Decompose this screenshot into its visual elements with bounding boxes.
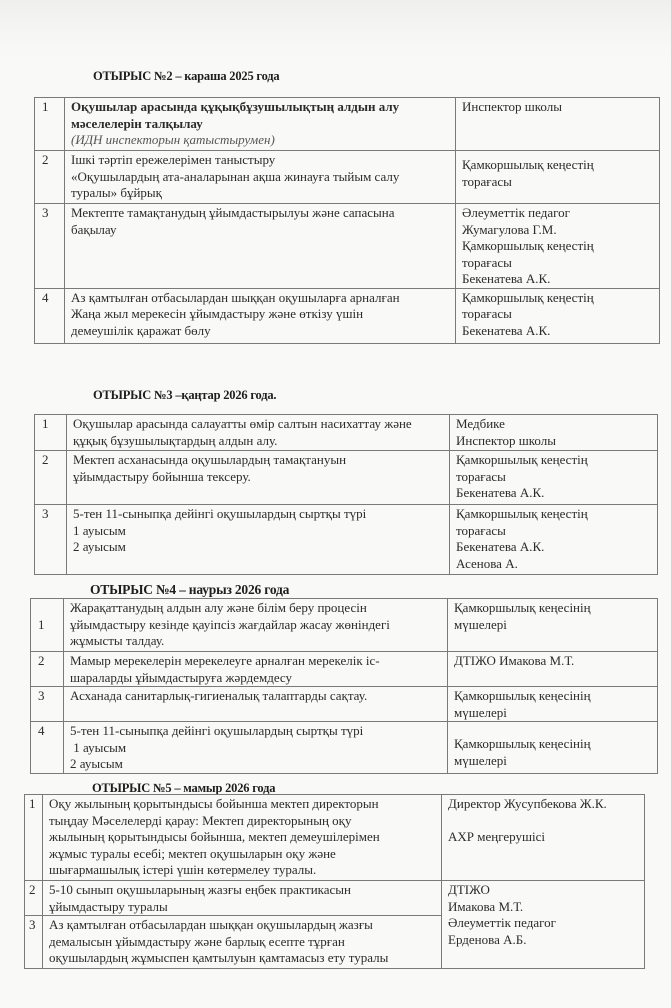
responsible-cell (442, 795, 645, 881)
responsible-line: Инспектор школы (456, 432, 556, 448)
topic-line: 5-тен 11-сыныпқа дейінгі оқушылардың сыртқы түрі (73, 506, 367, 521)
topic-line: тыңдау Мәселелерді қарау: Мектеп директорының оқу (49, 812, 352, 828)
row-number: 2 (35, 151, 65, 204)
topic-line: ұйымдастыру кезінде қауіпсіз жағдайлар жасау жөніндегі (70, 616, 390, 632)
topic-line: 5-10 сынып оқушыларының жазғы еңбек практикасын (49, 882, 352, 897)
topic-cell (43, 795, 442, 881)
row-number: 3 (25, 916, 43, 969)
session-3-title: ОТЫРЫС №3 –қаңтар 2026 года. (93, 388, 277, 402)
topic-line: оқушылардың жұмыспен қамтылуын қамтамасыз ету туралы (49, 950, 389, 965)
table-row (35, 204, 660, 289)
topic-cell (65, 98, 456, 151)
topic-line: 1 ауысым (73, 522, 126, 538)
topic-line: Жаңа жыл мерекесін ұйымдастыру және өткізу үшін (71, 306, 364, 321)
session-4-title: ОТЫРЫС №4 – наурыз 2026 года (90, 582, 290, 597)
table-row (35, 151, 660, 204)
responsible-line: Қамкоршылық кеңестің (456, 452, 588, 467)
responsible-line: Медбике (456, 416, 505, 431)
topic-line: демалысын ұйымдастыру және барлық есепте тұрған (49, 933, 345, 949)
topic-line: 2 ауысым (73, 539, 126, 554)
table-row (31, 599, 658, 652)
row-number: 2 (35, 451, 67, 505)
table-row (35, 505, 658, 575)
topic-line: мәселелерін талқылау (71, 115, 203, 131)
responsible-cell (450, 451, 658, 505)
table-row (35, 415, 658, 451)
responsible-cell (456, 288, 660, 343)
page-top-shadow (0, 0, 671, 60)
responsible-cell (448, 652, 658, 687)
responsible-line: торағасы (462, 173, 512, 189)
responsible-line: Қамкоршылық кеңестің (456, 506, 588, 521)
table-row (31, 722, 658, 774)
topic-line: Оқушылар арасында құқықбұзушылықтың алдын алу (71, 99, 400, 114)
responsible-line: Қамкоршылық кеңестің (462, 289, 594, 305)
topic-cell (64, 599, 448, 652)
table-row (35, 98, 660, 151)
session-4-table (30, 598, 658, 774)
topic-note: (ИДН инспекторын қатыстырумен) (71, 132, 275, 147)
topic-line: Жарақаттанудың алдын алу және білім беру процесін (70, 600, 367, 615)
topic-cell (43, 881, 442, 916)
topic-line: Ішкі тәртіп ережелерімен таныстыру (71, 152, 276, 167)
responsible-line: ДТІЖО (448, 882, 490, 897)
topic-cell (67, 415, 450, 451)
responsible-line: мүшелері (454, 616, 507, 632)
responsible-line: Қамкоршылық кеңестің (462, 157, 594, 172)
row-number: 2 (25, 881, 43, 916)
table-row (35, 451, 658, 505)
topic-line: Оқу жылының қорытындысы бойынша мектеп директорын (49, 796, 379, 811)
responsible-line: Асенова А. (456, 555, 518, 571)
responsible-line: Қамкоршылық кеңесінің (454, 736, 591, 751)
responsible-line: Қамкоршылық кеңесінің (454, 600, 591, 615)
responsible-line: мүшелері (454, 752, 507, 768)
topic-cell (67, 451, 450, 505)
responsible-cell (450, 415, 658, 451)
row-number: 1 (25, 795, 43, 881)
topic-cell (67, 505, 450, 575)
responsible-cell (456, 98, 660, 151)
topic-cell (65, 204, 456, 289)
responsible-line: Қамкоршылық кеңесінің (454, 688, 591, 703)
responsible-cell (456, 204, 660, 289)
row-number: 3 (31, 687, 64, 722)
topic-line: құқық бұзушылықтардың алдын алу. (73, 432, 278, 448)
topic-line: «Оқушылардың ата-аналарынан ақша жинауға тыйым салу (71, 168, 400, 184)
row-number: 2 (31, 652, 64, 687)
row-number: 1 (31, 599, 64, 652)
table-row (25, 881, 645, 916)
responsible-line: Жумагулова Г.М. (462, 221, 557, 237)
topic-line: 1 ауысым (70, 739, 127, 755)
row-number: 3 (35, 204, 65, 289)
responsible-cell (442, 881, 645, 969)
topic-line: бақылау (71, 221, 117, 237)
responsible-line: торағасы (462, 306, 512, 321)
topic-cell (64, 722, 448, 774)
responsible-line: Бекенатева А.К. (462, 322, 551, 338)
session-2-title: ОТЫРЫС №2 – караша 2025 года (93, 69, 280, 83)
session-5-title: ОТЫРЫС №5 – мамыр 2026 года (92, 781, 276, 795)
responsible-line: Ерденова А.Б. (448, 931, 527, 947)
topic-cell (64, 687, 448, 722)
table-row (25, 795, 645, 881)
responsible-cell (450, 505, 658, 575)
responsible-line: Әлеуметтік педагог (448, 915, 556, 930)
spacer (448, 813, 638, 830)
responsible-line: Қамкоршылық кеңестің (462, 238, 594, 253)
topic-line: шығармашылық істері үшін көтермелеу туралы. (49, 862, 317, 877)
topic-line: Аз қамтылған отбасылардан шыққан оқушылардың жазғы (49, 917, 373, 932)
topic-cell (43, 916, 442, 969)
responsible-line: торағасы (462, 254, 512, 270)
topic-line: ұйымдастыру туралы (49, 898, 168, 914)
topic-line: Асханада санитарлық-гигиеналық талаптарды сақтау. (70, 688, 368, 703)
topic-line: жылының қорытындысы бойынша, мектеп демеушілерімен (49, 829, 380, 844)
responsible-line: Әлеуметтік педагог (462, 205, 570, 220)
table-row (31, 652, 658, 687)
responsible-line: торағасы (456, 468, 506, 484)
responsible-line: Бекенатева А.К. (462, 271, 551, 286)
row-number: 1 (35, 98, 65, 151)
topic-line: жұмысты талдау. (70, 633, 165, 648)
session-5-table (24, 794, 645, 969)
topic-cell (64, 652, 448, 687)
topic-line: 2 ауысым (70, 756, 123, 771)
topic-line: жұмыс туралы есебі; мектеп оқушыларын оқу және (49, 845, 336, 861)
topic-line: шараларды ұйымдастыруға жәрдемдесу (70, 669, 293, 685)
topic-line: ұйымдастыру бойынша тексеру. (73, 468, 251, 484)
row-number: 4 (35, 288, 65, 343)
row-number: 4 (31, 722, 64, 774)
responsible-line: Бекенатева А.К. (456, 539, 545, 554)
responsible-line: Инспектор школы (462, 99, 562, 114)
responsible-line: Бекенатева А.К. (456, 485, 545, 500)
table-row (31, 687, 658, 722)
topic-line: туралы» бұйрық (71, 185, 162, 200)
responsible-line: Директор Жусупбекова Ж.К. (448, 796, 607, 811)
topic-line: 5-тен 11-сыныпқа дейінгі оқушылардың сыртқы түрі (70, 723, 364, 738)
topic-line: демеушілік қаражат бөлу (71, 322, 211, 338)
row-number: 3 (35, 505, 67, 575)
topic-line: Мектепте тамақтанудың ұйымдастырылуы және сапасына (71, 205, 395, 220)
responsible-cell (448, 722, 658, 774)
topic-line: Мамыр мерекелерін мерекелеуге арналған мерекелік іс- (70, 653, 380, 668)
row-number: 1 (35, 415, 67, 451)
responsible-cell (448, 687, 658, 722)
table-row (35, 288, 660, 343)
session-3-table (34, 414, 658, 575)
topic-line: Аз қамтылған отбасылардан шыққан оқушыларға арналған (71, 289, 400, 305)
session-2-table (34, 97, 660, 344)
topic-line: Мектеп асханасында оқушылардың тамақтануын (73, 452, 347, 467)
responsible-line: АХР меңгерушісі (448, 829, 545, 844)
responsible-cell (448, 599, 658, 652)
responsible-line: мүшелері (454, 704, 507, 720)
topic-cell (65, 288, 456, 343)
responsible-line: торағасы (456, 522, 506, 538)
responsible-cell (456, 151, 660, 204)
responsible-line: Имакова М.Т. (448, 898, 524, 914)
topic-cell (65, 151, 456, 204)
topic-line: Оқушылар арасында салауатты өмір салтын насихаттау және (73, 416, 412, 431)
responsible-line: ДТІЖО Имакова М.Т. (454, 653, 575, 668)
